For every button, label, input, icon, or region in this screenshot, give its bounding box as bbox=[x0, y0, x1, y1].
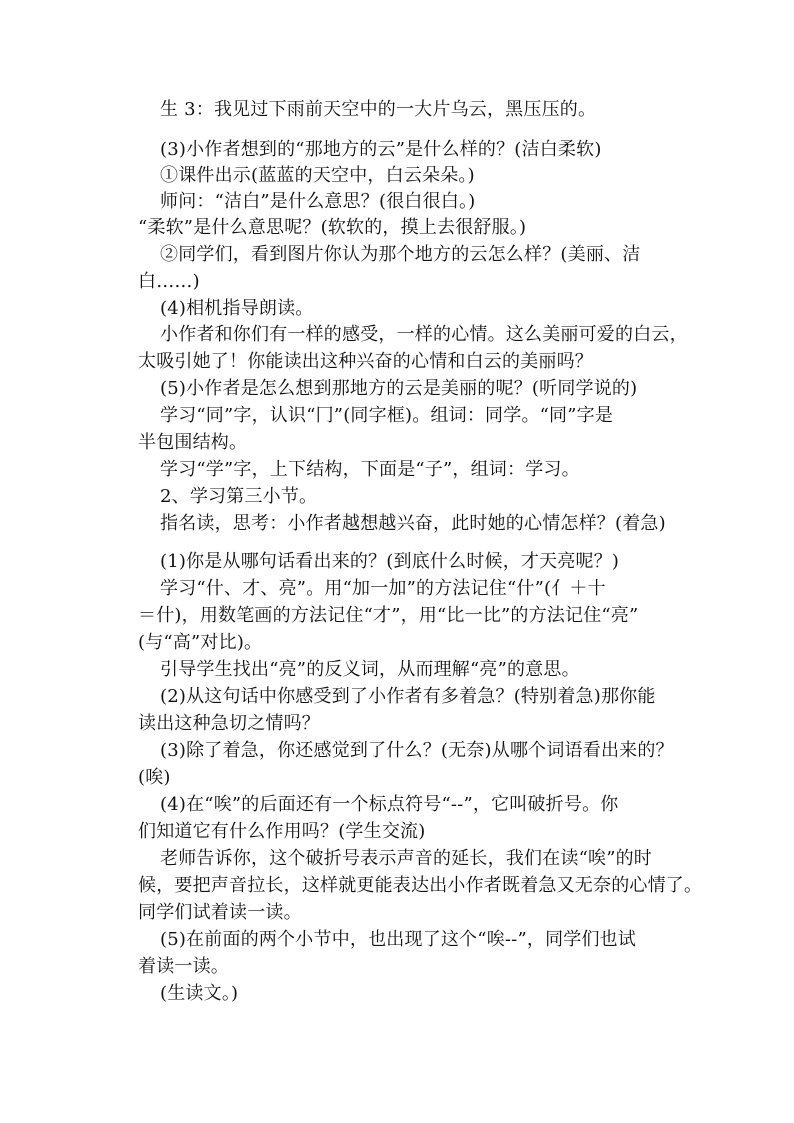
text-line: (4)相机指导朗读。 bbox=[160, 298, 314, 319]
text-line: 老师告诉你，这个破折号表示声音的延长，我们在读“唉”的时 bbox=[160, 848, 653, 869]
text-line: 学习“学”字，上下结构，下面是“子”，组词：学习。 bbox=[160, 459, 580, 480]
text-line: (3)除了着急，你还感觉到了什么？(无奈)从哪个词语看出来的？ bbox=[160, 740, 674, 761]
text-line: 生 3：我见过下雨前天空中的一大片乌云，黑压压的。 bbox=[160, 99, 597, 120]
text-line: (4)在“唉”的后面还有一个标点符号“--”，它叫破折号。你 bbox=[160, 794, 619, 815]
text-line: 指名读，思考：小作者越想越兴奋，此时她的心情怎样？(着急) bbox=[160, 513, 666, 534]
text-line: ①课件出示(蓝蓝的天空中，白云朵朵。) bbox=[160, 165, 475, 186]
text-line: ②同学们，看到图片你认为那个地方的云怎么样？(美丽、洁 bbox=[160, 244, 641, 265]
text-line: 同学们试着读一读。 bbox=[138, 902, 302, 923]
text-line: 师问：“洁白”是什么意思？(很白很白。) bbox=[160, 191, 476, 212]
text-line: 小作者和你们有一样的感受，一样的心情。这么美丽可爱的白云， bbox=[160, 324, 688, 345]
text-line: (5)小作者是怎么想到那地方的云是美丽的呢？(听同学说的) bbox=[160, 378, 638, 399]
text-line: “柔软”是什么意思呢？(软软的，摸上去很舒服。) bbox=[138, 217, 527, 238]
text-line: 引导学生找出“亮”的反义词，从而理解“亮”的意思。 bbox=[160, 659, 580, 680]
text-line: (2)从这句话中你感受到了小作者有多着急？(特别着急)那你能 bbox=[160, 686, 656, 707]
text-line: ＝什)，用数笔画的方法记住“才”，用“比一比”的方法记住“亮” bbox=[138, 605, 639, 626]
text-line: 学习“什、才、亮”。用“加一加”的方法记住“什”(亻＋十 bbox=[160, 578, 606, 599]
text-line: 太吸引她了！你能读出这种兴奋的心情和白云的美丽吗？ bbox=[138, 351, 593, 372]
text-line: 白……) bbox=[138, 271, 200, 292]
text-line: (生读文。) bbox=[160, 983, 239, 1004]
text-line: (5)在前面的两个小节中，也出现了这个“唉--”，同学们也试 bbox=[160, 929, 637, 950]
text-line: 2、学习第三小节。 bbox=[160, 486, 318, 507]
text-line: (1)你是从哪句话看出来的？(到底什么时候，才天亮呢？) bbox=[160, 551, 620, 572]
text-line: 们知道它有什么作用吗？(学生交流) bbox=[138, 821, 426, 842]
text-line: 着读一读。 bbox=[138, 956, 229, 977]
text-line: (与“高”对比)。 bbox=[138, 632, 263, 653]
text-line: 候，要把声音拉长，这样就更能表达出小作者既着急又无奈的心情了。 bbox=[138, 875, 703, 896]
text-line: 学习“同”字，认识“冂”(同字框)。组词：同学。“同”字是 bbox=[160, 405, 614, 426]
text-line: (3)小作者想到的“那地方的云”是什么样的？(洁白柔软) bbox=[160, 139, 602, 160]
text-line: 半包围结构。 bbox=[138, 432, 248, 453]
text-line: (唉) bbox=[138, 767, 171, 788]
text-line: 读出这种急切之情吗？ bbox=[138, 713, 320, 734]
